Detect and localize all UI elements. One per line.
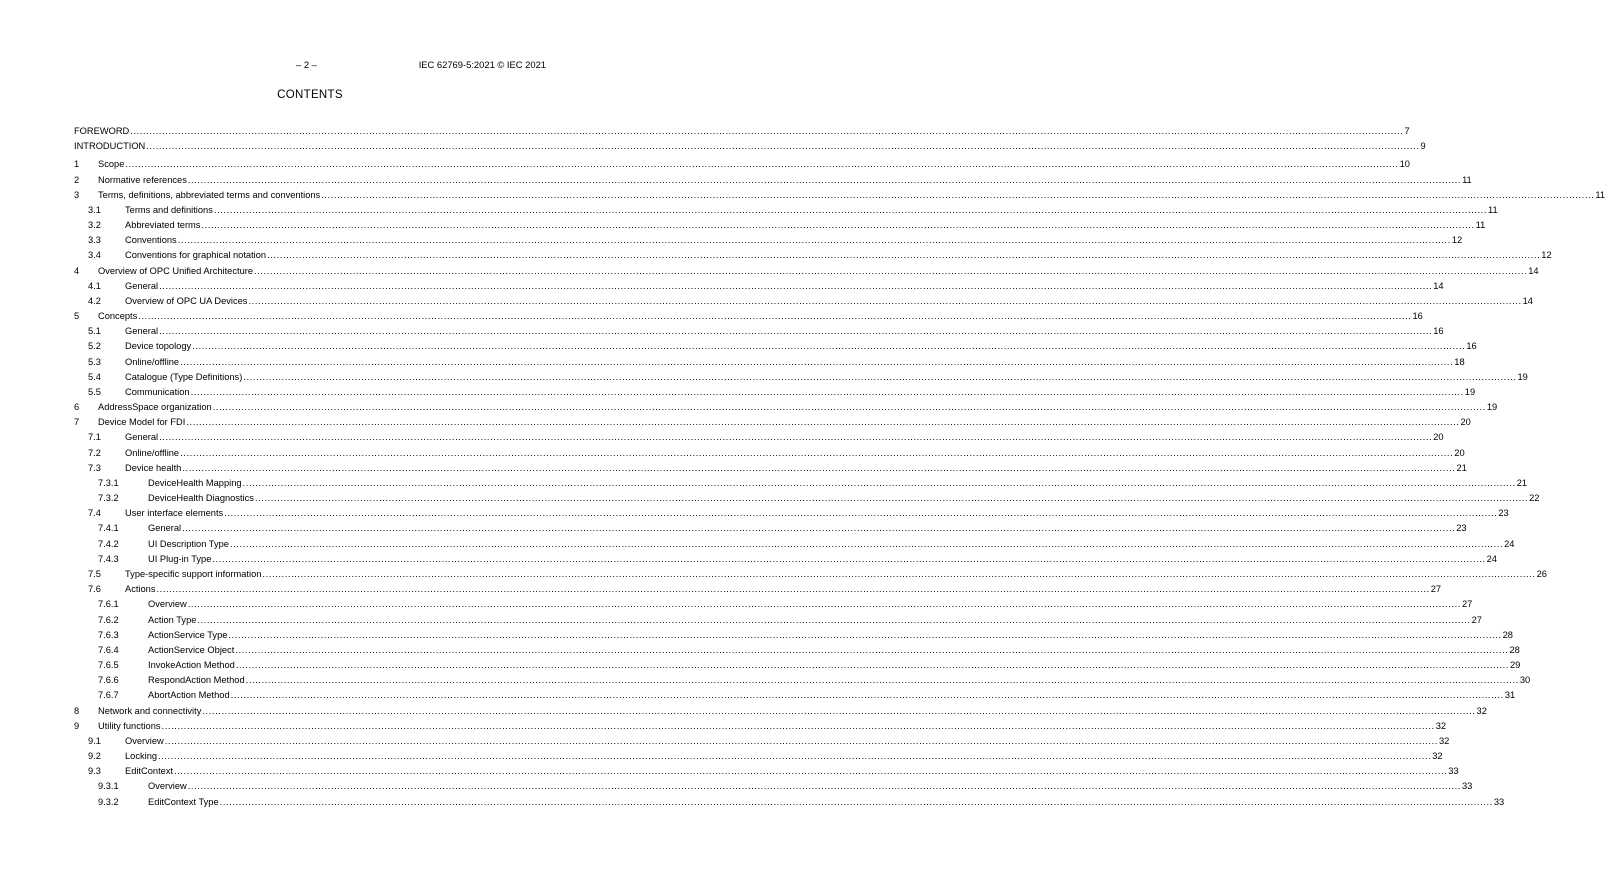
toc-entry-page: 9	[1420, 141, 1426, 152]
toc-entry[interactable]	[74, 613, 1482, 628]
toc-entry-number: 7.3	[88, 462, 101, 473]
toc-entry[interactable]	[74, 628, 1513, 643]
toc-leader-dots: ................................................................................................................................................................................................................................................................................................................................................................................................................	[219, 796, 1493, 807]
toc-entry-number: 3.3	[88, 235, 101, 246]
toc-leader-dots: ................................................................................................................................................................................................................................................................................................................................................................................................................	[192, 341, 1466, 352]
toc-entry[interactable]	[74, 370, 1528, 385]
toc-entry-title: ActionService Type	[148, 628, 228, 643]
toc-leader-dots: ................................................................................................................................................................................................................................................................................................................................................................................................................	[159, 280, 1433, 291]
toc-leader-dots: ................................................................................................................................................................................................................................................................................................................................................................................................................	[248, 295, 1522, 306]
toc-entry-page: 23	[1456, 523, 1467, 534]
toc-entry-title: Online/offline	[125, 355, 180, 370]
toc-leader-dots: ................................................................................................................................................................................................................................................................................................................................................................................................................	[156, 584, 1430, 595]
toc-entry-number: 3	[74, 189, 80, 200]
toc-entry-title: Device Model for FDI	[98, 415, 186, 430]
toc-entry-number: 1	[74, 159, 80, 170]
toc-entry[interactable]	[74, 552, 1497, 567]
toc-entry-title: General	[125, 279, 159, 294]
toc-entry[interactable]	[74, 400, 1498, 415]
toc-entry-page: 16	[1466, 341, 1477, 352]
toc-entry-title: Conventions	[125, 233, 178, 248]
toc-entry[interactable]	[74, 476, 1528, 491]
toc-leader-dots: ................................................................................................................................................................................................................................................................................................................................................................................................................	[229, 538, 1504, 549]
toc-entry[interactable]	[74, 294, 1533, 309]
toc-entry-title: Abbreviated terms	[125, 218, 201, 233]
toc-entry-title: ActionService Object	[148, 643, 235, 658]
toc-entry-number: 2	[74, 174, 80, 185]
toc-entry-number: 8	[74, 705, 80, 716]
toc-leader-dots: ................................................................................................................................................................................................................................................................................................................................................................................................................	[182, 523, 1456, 534]
toc-entry-page: 12	[1541, 250, 1552, 261]
toc-entry[interactable]	[74, 324, 1444, 339]
toc-entry-title: FOREWORD	[74, 124, 130, 139]
toc-entry[interactable]	[74, 461, 1467, 476]
toc-entry-page: 20	[1433, 432, 1444, 443]
toc-leader-dots: ................................................................................................................................................................................................................................................................................................................................................................................................................	[125, 159, 1399, 170]
toc-leader-dots: ................................................................................................................................................................................................................................................................................................................................................................................................................	[177, 235, 1451, 246]
toc-entry-page: 19	[1486, 402, 1498, 413]
toc-leader-dots: ................................................................................................................................................................................................................................................................................................................................................................................................................	[262, 568, 1536, 579]
toc-entry[interactable]	[74, 506, 1509, 521]
toc-entry-page: 32	[1476, 705, 1487, 716]
toc-leader-dots: ................................................................................................................................................................................................................................................................................................................................................................................................................	[213, 204, 1488, 215]
toc-entry-page: 16	[1412, 311, 1423, 322]
toc-entry-page: 22	[1529, 493, 1540, 504]
toc-entry-page: 14	[1522, 295, 1533, 306]
toc-entry[interactable]	[74, 339, 1477, 354]
toc-entry[interactable]	[74, 643, 1520, 658]
toc-entry-number: 7.4.1	[98, 523, 119, 534]
toc-entry-number: 5.3	[88, 356, 101, 367]
toc-entry-title: Terms and definitions	[125, 203, 214, 218]
toc-entry-page: 21	[1456, 462, 1467, 473]
toc-entry[interactable]	[74, 139, 1426, 154]
toc-leader-dots: ................................................................................................................................................................................................................................................................................................................................................................................................................	[180, 447, 1454, 458]
toc-entry[interactable]	[74, 248, 1552, 263]
toc-entry-number: 7.6.3	[98, 629, 119, 640]
toc-leader-dots: ................................................................................................................................................................................................................................................................................................................................................................................................................	[187, 174, 1462, 185]
toc-leader-dots: ................................................................................................................................................................................................................................................................................................................................................................................................................	[267, 250, 1541, 261]
toc-entry-number: 7.6.7	[98, 690, 119, 701]
page-header	[0, 59, 620, 73]
toc-entry-page: 14	[1433, 280, 1444, 291]
toc-entry[interactable]	[74, 430, 1444, 445]
toc-entry[interactable]	[74, 537, 1515, 552]
toc-entry-page: 27	[1430, 584, 1442, 595]
toc-entry[interactable]	[74, 446, 1465, 461]
toc-leader-dots: ................................................................................................................................................................................................................................................................................................................................................................................................................	[235, 644, 1509, 655]
toc-leader-dots: ................................................................................................................................................................................................................................................................................................................................................................................................................	[228, 629, 1502, 640]
toc-leader-dots: ................................................................................................................................................................................................................................................................................................................................................................................................................	[321, 189, 1595, 200]
toc-entry[interactable]	[74, 521, 1467, 536]
toc-leader-dots: ................................................................................................................................................................................................................................................................................................................................................................................................................	[212, 553, 1486, 564]
toc-entry[interactable]	[74, 124, 1410, 139]
toc-entry-page: 7	[1404, 126, 1410, 136]
toc-entry[interactable]	[74, 567, 1547, 582]
toc-entry[interactable]	[74, 233, 1463, 248]
toc-entry-title: Actions	[125, 582, 157, 597]
page-title: CONTENTS	[277, 89, 343, 101]
toc-entry-number: 7.6.2	[98, 614, 119, 625]
toc-entry-title: Network and connectivity	[98, 704, 202, 719]
toc-entry-number: 9.3.2	[98, 796, 119, 807]
toc-entry-page: 11	[1462, 174, 1472, 185]
toc-entry[interactable]	[74, 658, 1521, 673]
toc-entry[interactable]	[74, 203, 1498, 218]
toc-entry-page: 33	[1448, 766, 1459, 777]
toc-entry-number: 4	[74, 265, 80, 276]
toc-entry[interactable]	[74, 385, 1476, 400]
toc-entry[interactable]	[74, 673, 1531, 688]
toc-leader-dots: ................................................................................................................................................................................................................................................................................................................................................................................................................	[202, 705, 1476, 716]
toc-entry-title: DeviceHealth Diagnostics	[148, 491, 255, 506]
toc-entry-page: 33	[1461, 781, 1473, 792]
toc-entry-title: UI Description Type	[148, 537, 230, 552]
toc-entry[interactable]	[74, 764, 1459, 779]
toc-entry-title: Conventions for graphical notation	[125, 248, 267, 263]
toc-entry-title: Online/offline	[125, 446, 180, 461]
toc-entry-number: 7.6.5	[98, 660, 119, 671]
toc-entry-title: Terms, definitions, abbreviated terms and conventions	[98, 188, 321, 203]
toc-entry-title: Overview of OPC Unified Architecture	[98, 264, 254, 279]
toc-entry-page: 11	[1595, 189, 1605, 200]
toc-leader-dots: ................................................................................................................................................................................................................................................................................................................................................................................................................	[230, 690, 1504, 701]
toc-leader-dots: ................................................................................................................................................................................................................................................................................................................................................................................................................	[186, 417, 1460, 428]
toc-entry[interactable]	[74, 597, 1473, 612]
toc-entry-page: 24	[1504, 538, 1515, 549]
toc-entry-number: 7.1	[88, 432, 101, 443]
toc-leader-dots: ................................................................................................................................................................................................................................................................................................................................................................................................................	[159, 326, 1433, 337]
toc-entry-page: 23	[1498, 508, 1509, 519]
toc-leader-dots: ................................................................................................................................................................................................................................................................................................................................................................................................................	[254, 493, 1529, 504]
toc-entry[interactable]	[74, 795, 1505, 810]
toc-leader-dots: ................................................................................................................................................................................................................................................................................................................................................................................................................	[212, 402, 1486, 413]
toc-entry-page: 32	[1438, 735, 1450, 746]
toc-entry[interactable]	[74, 309, 1423, 324]
toc-leader-dots: ................................................................................................................................................................................................................................................................................................................................................................................................................	[182, 462, 1456, 473]
toc-leader-dots: ................................................................................................................................................................................................................................................................................................................................................................................................................	[187, 599, 1461, 610]
toc-entry[interactable]	[74, 719, 1447, 734]
toc-entry-title: Action Type	[148, 613, 197, 628]
toc-entry-title: Overview	[148, 779, 188, 794]
toc-entry-page: 19	[1464, 386, 1476, 397]
toc-entry-number: 4.2	[88, 295, 101, 306]
toc-entry[interactable]	[74, 157, 1410, 172]
toc-entry-title: Locking	[125, 749, 158, 764]
toc-entry-title: User interface elements	[125, 506, 224, 521]
toc-entry-page: 33	[1493, 796, 1505, 807]
toc-entry-title: Device health	[125, 461, 182, 476]
toc-leader-dots: ................................................................................................................................................................................................................................................................................................................................................................................................................	[190, 386, 1464, 397]
toc-leader-dots: ................................................................................................................................................................................................................................................................................................................................................................................................................	[254, 265, 1528, 276]
toc-leader-dots: ................................................................................................................................................................................................................................................................................................................................................................................................................	[187, 781, 1461, 792]
toc-entry-number: 5.2	[88, 341, 101, 352]
toc-entry-page: 12	[1451, 235, 1463, 246]
toc-entry-number: 7.4	[88, 508, 101, 519]
toc-entry-title: Overview	[125, 734, 165, 749]
toc-entry-number: 6	[74, 402, 80, 413]
toc-entry-number: 5.5	[88, 386, 101, 397]
toc-entry-page: 26	[1536, 568, 1547, 579]
toc-entry-page: 16	[1433, 326, 1444, 337]
toc-leader-dots: ................................................................................................................................................................................................................................................................................................................................................................................................................	[174, 766, 1448, 777]
toc-entry-number: 3.4	[88, 250, 101, 261]
toc-entry-page: 11	[1475, 220, 1486, 231]
toc-entry-number: 4.1	[88, 280, 101, 291]
toc-entry-number: 3.1	[88, 204, 101, 215]
toc-leader-dots: ................................................................................................................................................................................................................................................................................................................................................................................................................	[243, 371, 1517, 382]
toc-leader-dots: ................................................................................................................................................................................................................................................................................................................................................................................................................	[201, 220, 1475, 231]
page-number: – 2 –	[296, 59, 317, 70]
toc-entry-title: EditContext Type	[148, 795, 220, 810]
toc-entry-number: 5.4	[88, 371, 101, 382]
toc-entry-number: 5	[74, 311, 80, 322]
toc-leader-dots: ................................................................................................................................................................................................................................................................................................................................................................................................................	[159, 432, 1433, 443]
toc-entry-title: Catalogue (Type Definitions)	[125, 370, 243, 385]
standard-reference: IEC 62769-5:2021 © IEC 2021	[418, 59, 546, 70]
toc-entry-page: 27	[1471, 614, 1482, 625]
toc-entry[interactable]	[74, 491, 1540, 506]
toc-entry[interactable]	[74, 173, 1472, 188]
toc-entry-page: 19	[1517, 371, 1528, 382]
toc-entry-number: 9.1	[88, 735, 101, 746]
toc-entry-title: General	[148, 521, 182, 536]
toc-entry[interactable]	[74, 582, 1442, 597]
toc-entry[interactable]	[74, 704, 1487, 719]
toc-entry[interactable]	[74, 188, 1605, 203]
toc-entry[interactable]	[74, 688, 1516, 703]
toc-entry-title: UI Plug-in Type	[148, 552, 212, 567]
toc-entry-title: AbortAction Method	[148, 688, 231, 703]
toc-entry-page: 32	[1432, 751, 1443, 762]
toc-entry-page: 28	[1509, 644, 1520, 655]
toc-entry-page: 11	[1488, 204, 1498, 215]
toc-entry-page: 28	[1502, 629, 1513, 640]
toc-entry[interactable]	[74, 749, 1443, 764]
toc-leader-dots: ................................................................................................................................................................................................................................................................................................................................................................................................................	[146, 141, 1420, 152]
toc-entry-number: 3.2	[88, 220, 101, 231]
toc-entry-title: AddressSpace organization	[98, 400, 213, 415]
toc-entry-page: 14	[1528, 265, 1539, 276]
toc-leader-dots: ................................................................................................................................................................................................................................................................................................................................................................................................................	[197, 614, 1471, 625]
toc-entry-page: 24	[1486, 553, 1497, 564]
toc-entry-number: 9	[74, 720, 80, 731]
toc-entry-title: General	[125, 430, 159, 445]
toc-entry-title: Scope	[98, 157, 125, 172]
toc-entry-number: 7.6	[88, 584, 101, 595]
toc-entry-number: 9.3	[88, 766, 101, 777]
toc-entry-number: 9.3.1	[98, 781, 119, 792]
toc-entry-number: 7.4.3	[98, 553, 119, 564]
toc-leader-dots: ................................................................................................................................................................................................................................................................................................................................................................................................................	[130, 126, 1404, 136]
toc-entry-title: INTRODUCTION	[74, 139, 146, 154]
toc-entry-title: Device topology	[125, 339, 192, 354]
toc-leader-dots: ................................................................................................................................................................................................................................................................................................................................................................................................................	[138, 311, 1412, 322]
toc-entry-number: 7.6.4	[98, 644, 119, 655]
toc-entry-number: 7	[74, 417, 80, 428]
toc-entry-number: 7.6.6	[98, 675, 119, 686]
toc-entry[interactable]	[74, 218, 1486, 233]
toc-entry-number: 7.6.1	[98, 599, 119, 610]
toc-entry-page: 29	[1510, 660, 1521, 671]
toc-entry-page: 21	[1516, 477, 1528, 488]
toc-entry-title: Overview of OPC UA Devices	[125, 294, 248, 309]
toc-leader-dots: ................................................................................................................................................................................................................................................................................................................................................................................................................	[164, 735, 1438, 746]
toc-entry-number: 5.1	[88, 326, 101, 337]
toc-entry-page: 10	[1399, 159, 1410, 170]
toc-entry[interactable]	[74, 779, 1473, 794]
toc-entry-number: 7.3.2	[98, 493, 119, 504]
toc-entry-page: 27	[1461, 599, 1473, 610]
toc-leader-dots: ................................................................................................................................................................................................................................................................................................................................................................................................................	[245, 675, 1519, 686]
toc-entry[interactable]	[74, 264, 1539, 279]
toc-entry-title: EditContext	[125, 764, 174, 779]
toc-entry-number: 7.5	[88, 568, 101, 579]
toc-entry-page: 30	[1519, 675, 1531, 686]
toc-entry-title: Utility functions	[98, 719, 162, 734]
toc-entry-title: Type-specific support information	[125, 567, 262, 582]
toc-entry-number: 7.3.1	[98, 477, 119, 488]
toc-entry-page: 32	[1435, 720, 1447, 731]
toc-entry-title: Communication	[125, 385, 191, 400]
toc-leader-dots: ................................................................................................................................................................................................................................................................................................................................................................................................................	[161, 720, 1435, 731]
toc-leader-dots: ................................................................................................................................................................................................................................................................................................................................................................................................................	[235, 660, 1510, 671]
toc-entry-title: General	[125, 324, 159, 339]
toc-entry-title: Normative references	[98, 173, 188, 188]
toc-entry-number: 7.2	[88, 447, 101, 458]
toc-entry[interactable]	[74, 415, 1471, 430]
toc-leader-dots: ................................................................................................................................................................................................................................................................................................................................................................................................................	[224, 508, 1498, 519]
toc-entry-number: 9.2	[88, 751, 101, 762]
toc-entry-title: Overview	[148, 597, 188, 612]
toc-entry[interactable]	[74, 734, 1450, 749]
toc-leader-dots: ................................................................................................................................................................................................................................................................................................................................................................................................................	[242, 477, 1516, 488]
toc-entry-number: 7.4.2	[98, 538, 119, 549]
toc-leader-dots: ................................................................................................................................................................................................................................................................................................................................................................................................................	[180, 356, 1454, 367]
table-of-contents	[74, 124, 1605, 810]
toc-entry-title: Concepts	[98, 309, 138, 324]
toc-entry-page: 18	[1454, 356, 1465, 367]
toc-leader-dots: ................................................................................................................................................................................................................................................................................................................................................................................................................	[158, 751, 1432, 762]
toc-entry-page: 20	[1460, 417, 1471, 428]
toc-entry-page: 31	[1504, 690, 1516, 701]
toc-entry-page: 20	[1454, 447, 1465, 458]
toc-entry[interactable]	[74, 355, 1465, 370]
toc-entry-title: DeviceHealth Mapping	[148, 476, 243, 491]
toc-entry-title: InvokeAction Method	[148, 658, 236, 673]
toc-entry[interactable]	[74, 279, 1444, 294]
toc-entry-title: RespondAction Method	[148, 673, 246, 688]
